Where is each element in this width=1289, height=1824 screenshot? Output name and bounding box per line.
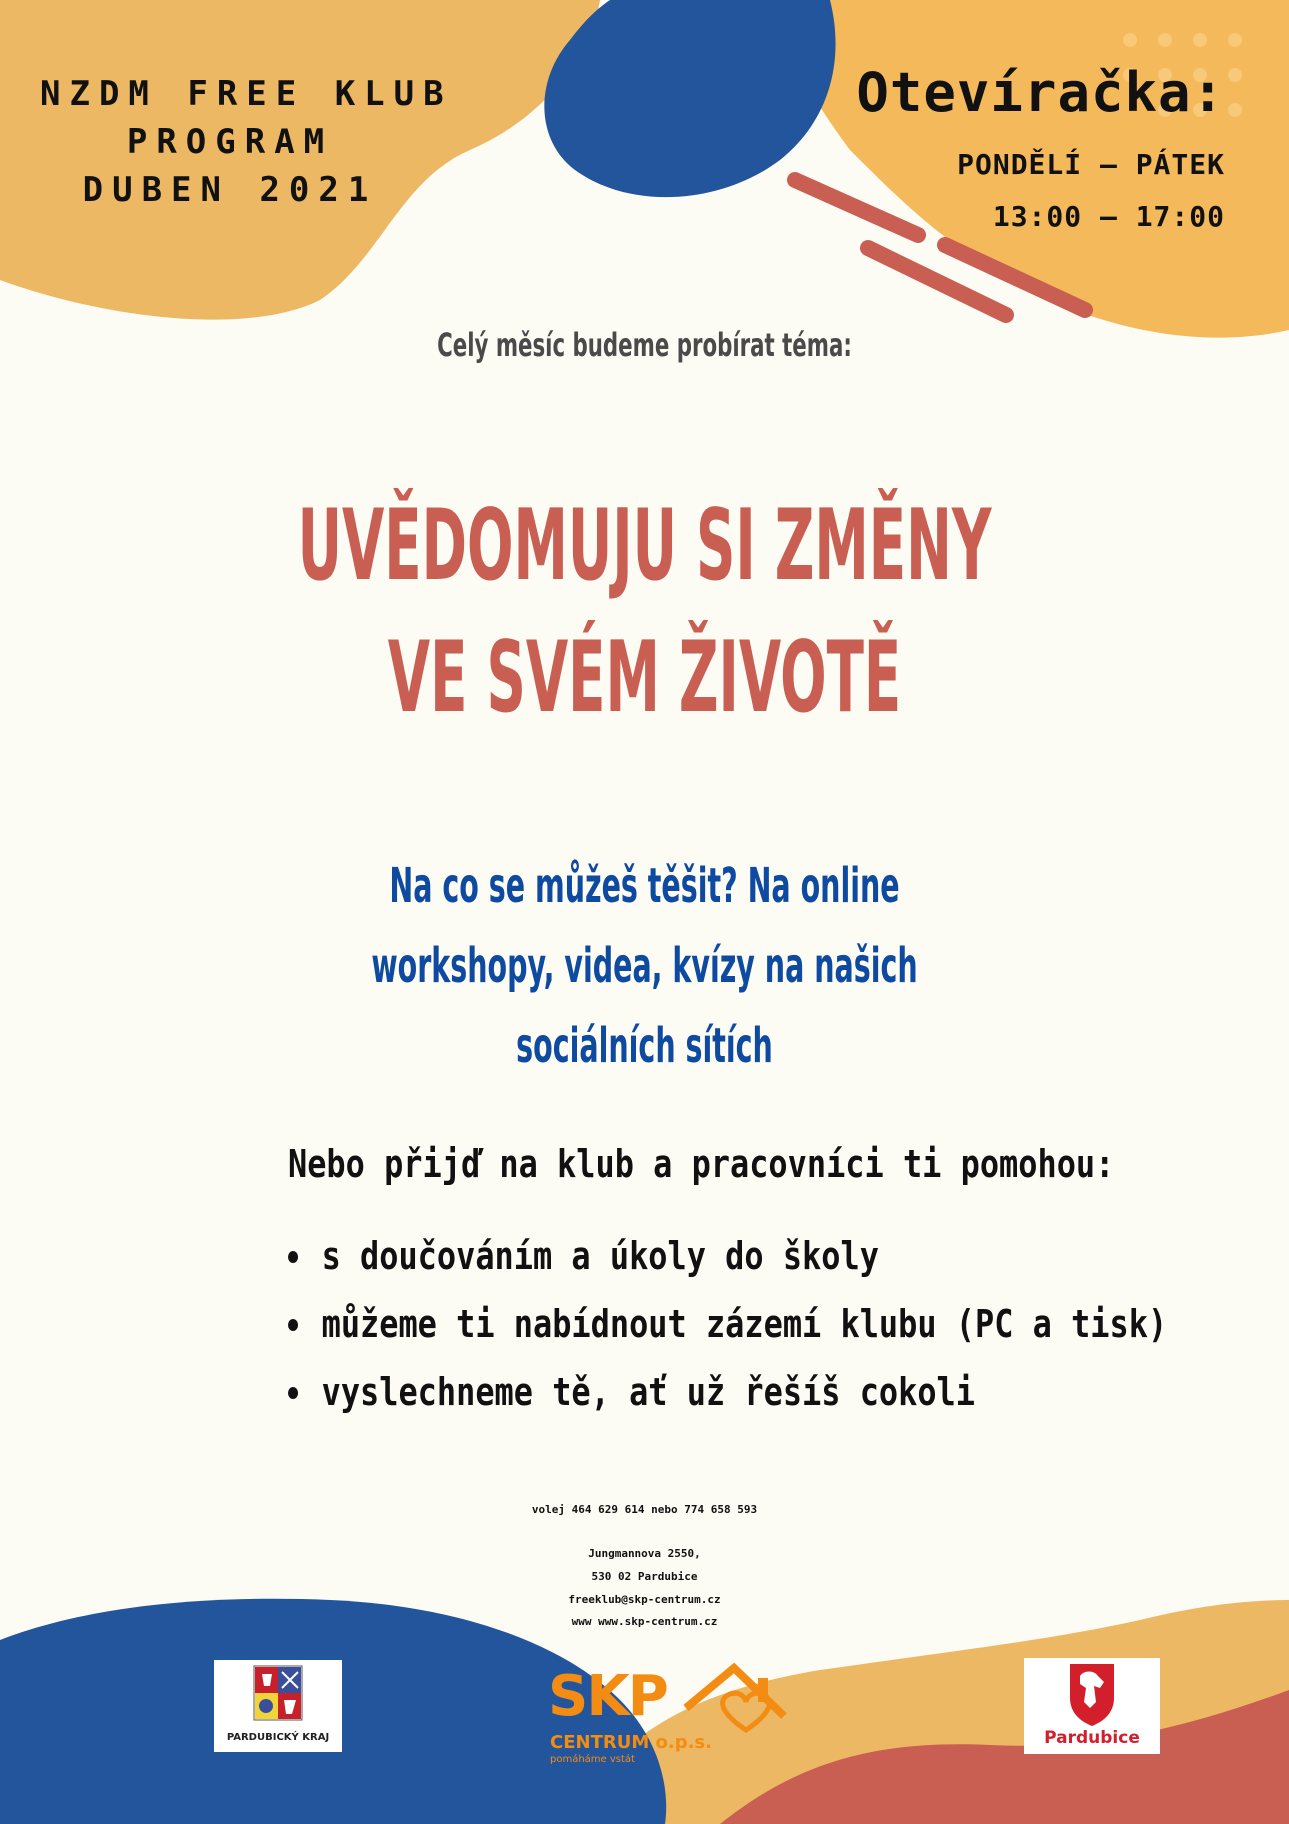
theme-line-2: VE SVÉM ŽIVOTĚ	[387, 621, 902, 735]
list-item: vyslechneme tě, ať už řešíš cokoli	[288, 1358, 1167, 1426]
list-item: můžeme ti nabídnout zázemí klubu (PC a tisk)	[288, 1290, 1167, 1358]
offer-text	[219, 846, 1070, 1086]
contact-email: freeklub@skp-centrum.cz	[568, 1593, 721, 1606]
skp-sub: CENTRUM o.p.s.	[550, 1732, 712, 1753]
opening-title: Otevíračka:	[856, 61, 1225, 124]
offer-line-2: workshopy, videa, kvízy na našich	[371, 938, 918, 994]
contact-phone: volej 464 629 614 nebo 774 658 593	[531, 1503, 758, 1516]
skp-tagline: pomáháme vstát	[550, 1754, 635, 1765]
theme-heading	[245, 480, 1044, 744]
contact-street: Jungmannova 2550,	[588, 1547, 701, 1560]
offer-line-3: sociálních sítích	[516, 1018, 773, 1074]
intro-text: Celý měsíc budeme probírat téma:	[437, 326, 852, 364]
pardubicky-kraj-logo	[214, 1660, 342, 1752]
contact-web: www www.skp-centrum.cz	[571, 1615, 718, 1628]
offer-line-1: Na co se můžeš těšit? Na online	[389, 858, 900, 914]
opening-hours: 13:00 – 17:00	[992, 200, 1225, 233]
contact-city: 530 02 Pardubice	[591, 1570, 698, 1583]
club-title-line-1: NZDM FREE KLUB	[40, 74, 453, 114]
top-blue-blob	[544, 0, 835, 197]
kraj-label: PARDUBICKÝ KRAJ	[226, 1732, 330, 1743]
club-title-line-3: DUBEN 2021	[82, 170, 378, 210]
club-title	[40, 70, 453, 214]
club-title-line-2: PROGRAM	[126, 122, 334, 162]
opening-days: PONDĚLÍ – PÁTEK	[957, 148, 1225, 181]
pardubice-logo	[1024, 1658, 1160, 1754]
list-item: s doučováním a úkoly do školy	[288, 1222, 1167, 1290]
skp-centrum-logo	[546, 1660, 792, 1768]
theme-line-1: UVĚDOMUJU SI ZMĚNY	[297, 489, 992, 603]
help-title: Nebo přijď na klub a pracovníci ti pomohou:	[288, 1142, 1115, 1186]
skp-name: SKP	[548, 1664, 667, 1729]
help-list	[288, 1222, 1167, 1426]
city-label: Pardubice	[1044, 1728, 1140, 1748]
